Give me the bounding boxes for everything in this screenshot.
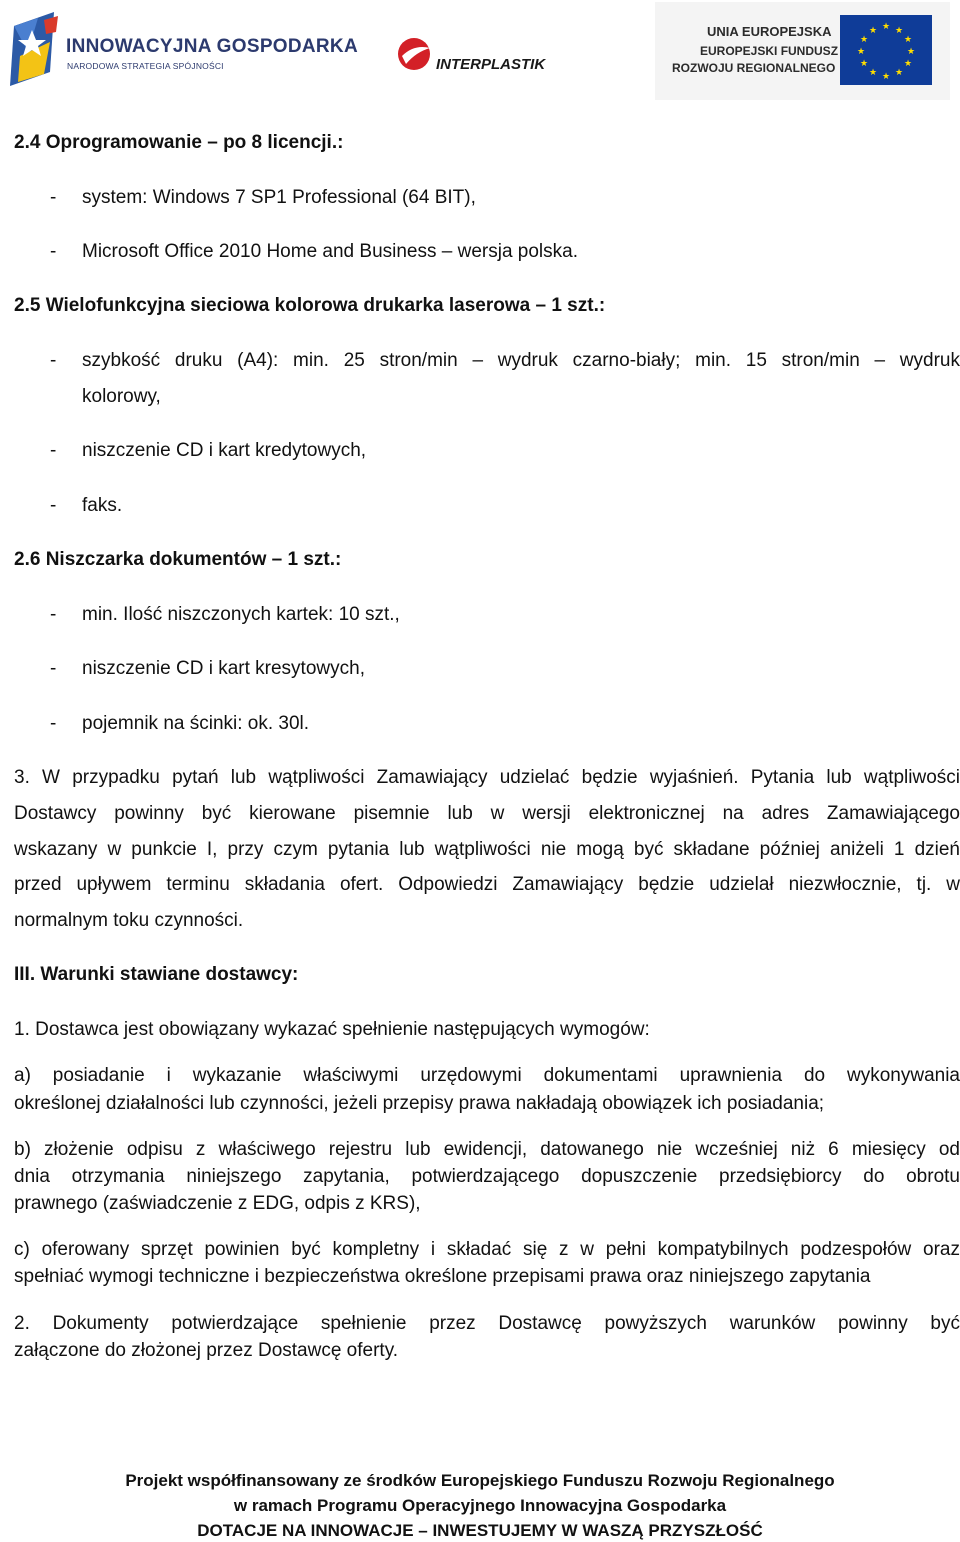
section-III-pb-line: dnia otrzymania niniejszego zapytania, potwierdzającego dopuszczenie przedsiębiorcy do obrotu xyxy=(14,1166,960,1187)
ig-title: INNOWACYJNA GOSPODARKA xyxy=(66,36,358,57)
paragraph-3-line: przed upływem terminu składania ofert. Odpowiedzi Zamawiający będzie udzielał niezwłocznie, tj. w xyxy=(14,874,960,895)
svg-text:★: ★ xyxy=(859,59,869,69)
svg-text:★: ★ xyxy=(903,35,913,45)
bullet: - xyxy=(50,350,57,371)
list-item: niszczenie CD i kart kredytowych, xyxy=(82,440,367,461)
list-item: pojemnik na ścinki: ok. 30l. xyxy=(82,713,310,734)
svg-text:★: ★ xyxy=(868,68,878,78)
interplastik-name: INTERPLASTIK xyxy=(436,56,546,73)
footer-line-3: DOTACJE NA INNOWACJE – INWESTUJEMY W WASZĄ PRZYSZŁOŚĆ xyxy=(197,1521,763,1540)
list-item: szybkość druku (A4): min. 25 stron/min – wydruk czarno-biały; min. 15 stron/min – wydruk xyxy=(82,350,960,371)
bullet: - xyxy=(50,241,57,262)
bullet: - xyxy=(50,713,57,734)
paragraph-3-line: Dostawcy powinny być kierowane pisemnie lub w wersji elektronicznej na adres Zamawiającego xyxy=(14,803,960,824)
eu-line-3: ROZWOJU REGIONALNEGO xyxy=(672,61,836,75)
bullet: - xyxy=(50,604,57,625)
innowacyjna-gospodarka-logo xyxy=(10,10,358,90)
paragraph-3-line: wskazany w punkcie I, przy czym pytania lub wątpliwości nie mogą być składane później aniżeli 1 dzień xyxy=(14,839,960,860)
section-III-title: III. Warunki stawiane dostawcy: xyxy=(14,964,299,985)
section-III-p1: 1. Dostawca jest obowiązany wykazać spełnienie następujących wymogów: xyxy=(14,1019,650,1040)
footer-line-2: w ramach Programu Operacyjnego Innowacyjna Gospodarka xyxy=(233,1496,727,1515)
svg-text:★: ★ xyxy=(894,26,904,36)
eu-flag-icon xyxy=(840,15,932,85)
list-item: Microsoft Office 2010 Home and Business – wersja polska. xyxy=(82,241,578,262)
bullet: - xyxy=(50,658,57,679)
section-2-6-title: 2.6 Niszczarka dokumentów – 1 szt.: xyxy=(14,549,342,570)
svg-text:★: ★ xyxy=(859,35,869,45)
section-III-p2-line: 2. Dokumenty potwierdzające spełnienie przez Dostawcę powyższych warunków powinny być xyxy=(14,1313,960,1334)
section-III-pb-line: prawnego (zaświadczenie z EDG, odpis z KRS), xyxy=(14,1193,421,1214)
section-III-pa-line: określonej działalności lub czynności, jeżeli przepisy prawa nakładają obowiązek ich posiadania; xyxy=(14,1093,825,1114)
bullet: - xyxy=(50,495,57,516)
paragraph-3-line: 3. W przypadku pytań lub wątpliwości Zamawiający udzielać będzie wyjaśnień. Pytania lub wątpliwości xyxy=(14,767,960,788)
list-item: niszczenie CD i kart kresytowych, xyxy=(82,658,365,679)
bullet: - xyxy=(50,187,57,208)
header-logos xyxy=(0,0,960,100)
svg-text:★: ★ xyxy=(856,47,866,57)
ig-subtitle: NARODOWA STRATEGIA SPÓJNOŚCI xyxy=(67,61,224,71)
section-III-pc-line: spełniać wymogi techniczne i bezpieczeństwa określone przepisami prawa oraz niniejszego zapytania xyxy=(14,1266,871,1287)
section-III-pb-line: b) złożenie odpisu z właściwego rejestru lub ewidencji, datowanego nie wcześniej niż 6 miesięcy od xyxy=(14,1139,960,1160)
interplastik-logo xyxy=(396,34,556,78)
list-item-continuation: kolorowy, xyxy=(82,386,161,407)
svg-text:★: ★ xyxy=(881,22,891,32)
svg-text:★: ★ xyxy=(881,72,891,82)
ig-emblem-icon xyxy=(10,12,62,86)
svg-text:★: ★ xyxy=(868,26,878,36)
footer-line-1: Projekt współfinansowany ze środków Europejskiego Funduszu Rozwoju Regionalnego xyxy=(125,1471,835,1490)
bullet: - xyxy=(50,440,57,461)
section-2-5-title: 2.5 Wielofunkcyjna sieciowa kolorowa drukarka laserowa – 1 szt.: xyxy=(14,295,606,316)
section-III-pa-line: a) posiadanie i wykazanie właściwymi urzędowymi dokumentami uprawnienia do wykonywania xyxy=(14,1065,960,1086)
list-item: faks. xyxy=(82,495,123,516)
section-III-p2-line: załączone do złożonej przez Dostawcę oferty. xyxy=(14,1340,399,1361)
interplastik-emblem-icon xyxy=(396,36,436,76)
paragraph-3-line: normalnym toku czynności. xyxy=(14,910,244,931)
eu-logo xyxy=(655,2,950,100)
eu-line-2: EUROPEJSKI FUNDUSZ xyxy=(700,44,839,58)
svg-text:★: ★ xyxy=(903,59,913,69)
section-III-pc-line: c) oferowany sprzęt powinien być kompletny i składać się z w pełni kompatybilnych podzespołów oraz xyxy=(14,1239,960,1260)
list-item: system: Windows 7 SP1 Professional (64 BIT), xyxy=(82,187,476,208)
svg-text:★: ★ xyxy=(906,47,916,57)
section-2-4-title: 2.4 Oprogramowanie – po 8 licencji.: xyxy=(14,132,344,153)
list-item: min. Ilość niszczonych kartek: 10 szt., xyxy=(82,604,400,625)
svg-text:★: ★ xyxy=(894,68,904,78)
eu-line-1: UNIA EUROPEJSKA xyxy=(707,24,832,39)
